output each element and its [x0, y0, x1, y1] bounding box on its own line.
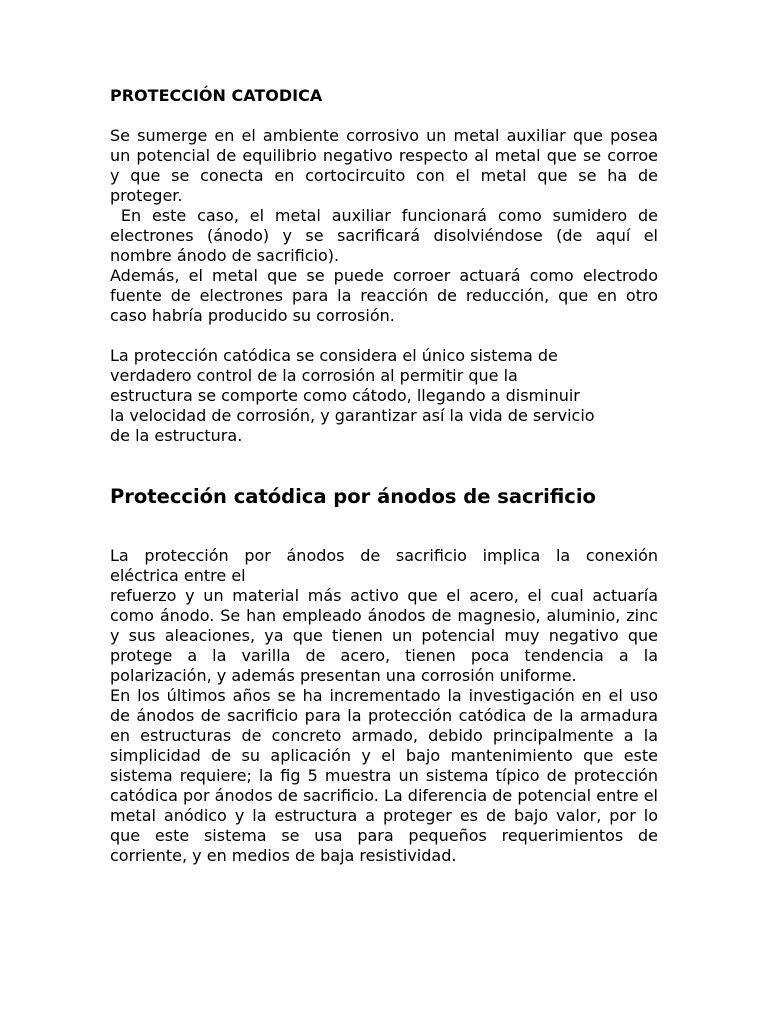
section-heading: Protección catódica por ánodos de sacrificio	[110, 485, 596, 508]
section-paragraph-2: En los últimos años se ha incrementado la investigación en el uso de ánodos de sacrificio para la protección catódica de la armadura en estructuras de concreto armado, debido principalmente a la simplicidad de su aplicación y el bajo mantenimiento que este sistema requiere; la fig 5 muestra un sistema típico de protección catódica por ánodos de sacrificio. La diferencia de potencial entre el metal anódico y la estructura a proteger es de bajo valor, por lo que este sistema se usa para pequeños requerimientos de corriente, y en medios de baja resistividad.	[110, 686, 658, 865]
spacer	[110, 510, 658, 546]
paragraph-4-line: estructura se comporte como cátodo, llegando a disminuir	[110, 386, 580, 405]
spacer	[110, 326, 658, 346]
paragraph-4-line: la velocidad de corrosión, y garantizar así la vida de servicio	[110, 406, 595, 425]
paragraph-3: Además, el metal que se puede corroer actuará como electrodo fuente de electrones para la reacción de reducción, que en otro caso habría producido su corrosión.	[110, 266, 658, 325]
section-paragraph-1	[110, 546, 658, 686]
paragraph-2: En este caso, el metal auxiliar funcionará como sumidero de electrones (ánodo) y se sacrificará disolviéndose (de aquí el nombre ánodo de sacrificio).	[110, 206, 664, 265]
paragraph-4	[110, 346, 658, 446]
paragraph-4-line: verdadero control de la corrosión al permitir que la	[110, 366, 518, 385]
paragraph-1: Se sumerge en el ambiente corrosivo un metal auxiliar que posea un potencial de equilibrio negativo respecto al metal que se corroe y que se conecta en cortocircuito con el metal que se ha de proteger.	[110, 126, 658, 205]
paragraph-4-line: La protección catódica se considera el único sistema de	[110, 346, 558, 365]
document-page	[110, 86, 664, 866]
section-paragraph-1-line: eléctrica entre el	[110, 566, 246, 585]
section-paragraph-1-line: La protección por ánodos de sacrificio implica la conexión	[110, 546, 658, 565]
section-paragraph-1-rest: refuerzo y un material más activo que el acero, el cual actuaría como ánodo. Se han empleado ánodos de magnesio, aluminio, zinc y sus aleaciones, ya que tienen un potencial muy negativo que protege a la varilla de acero, tienen poca tendencia a la polarización, y además presentan una corrosión uniforme.	[110, 586, 658, 685]
document-title: PROTECCIÓN CATODICA	[110, 86, 323, 105]
paragraph-4-line: de la estructura.	[110, 426, 243, 445]
